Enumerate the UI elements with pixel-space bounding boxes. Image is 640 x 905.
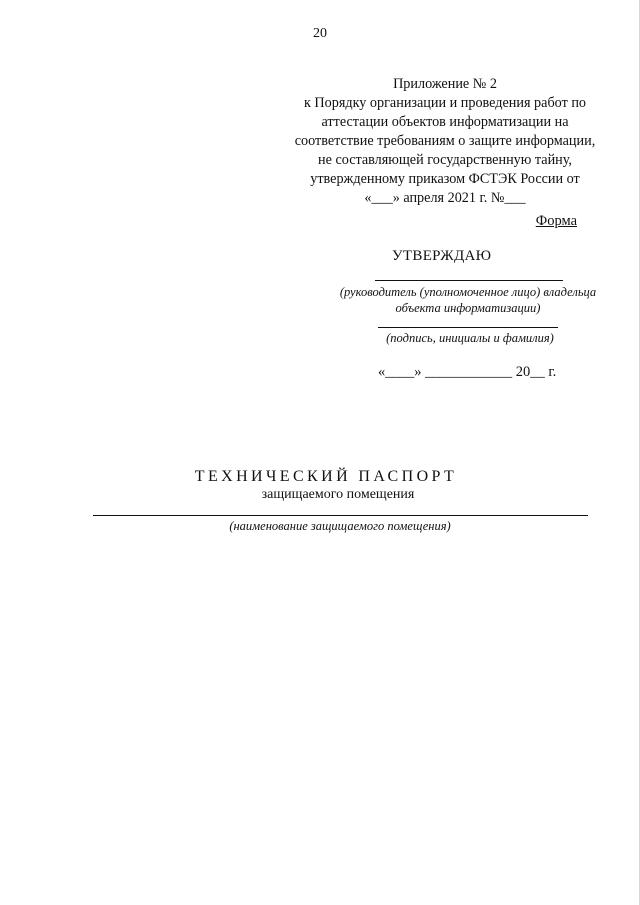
forma-label: Форма (535, 213, 577, 229)
approver-caption-line: (руководитель (уполномоченное лицо) владельца (339, 285, 597, 299)
appendix-line: «___» апреля 2021 г. №___ (364, 190, 526, 206)
appendix-line: соответствие требованиям о защите информации, (294, 133, 596, 149)
appendix-line: не составляющей государственную тайну, (318, 152, 572, 168)
room-name-caption: (наименование защищаемого помещения) (229, 519, 451, 533)
signature-caption: (подпись, инициалы и фамилия) (386, 331, 554, 345)
appendix-line: Приложение № 2 (393, 76, 497, 92)
appendix-line: утвержденному приказом ФСТЭК России от (310, 171, 580, 187)
signature-line (378, 327, 558, 328)
room-name-line (93, 515, 588, 516)
document-title: ТЕХНИЧЕСКИЙ ПАСПОРТ (194, 468, 458, 485)
approver-caption (330, 284, 606, 316)
document-subtitle: защищаемого помещения (261, 487, 415, 502)
appendix-header (270, 75, 620, 208)
approval-heading: УТВЕРЖДАЮ (392, 248, 492, 264)
approver-line (375, 280, 563, 281)
page-number: 20 (313, 26, 327, 41)
appendix-line: аттестации объектов информатизации на (321, 114, 569, 130)
approval-date-line: «____» ____________ 20__ г. (378, 364, 557, 380)
approver-caption-line: объекта информатизации) (395, 301, 541, 315)
appendix-line: к Порядку организации и проведения работ по (303, 95, 587, 111)
